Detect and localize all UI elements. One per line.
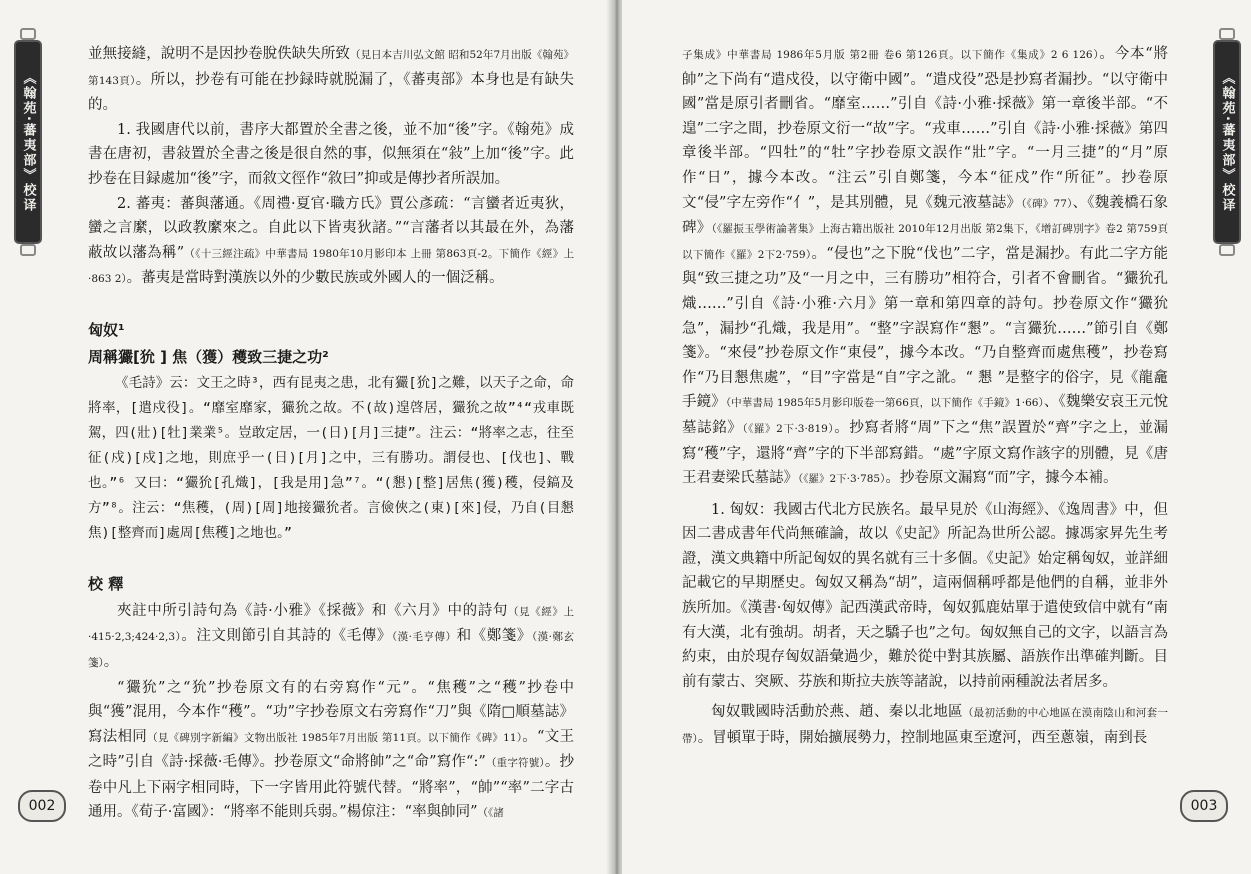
continued-citation-3: （中華書局 1985年5月影印版卷一第66頁，以下簡作《手鏡》1·66） — [725, 397, 1044, 410]
explanation-2-citation-1: （見《碑別字新編》文物出版社 1985年7月出版 第11頁。以下簡作《碑》11） — [147, 731, 523, 744]
explanation-2-citation-3: （《諸 — [477, 807, 504, 820]
intro-text-a: 並無接縫，說明不是因抄卷脫佚缺失所致 — [88, 46, 350, 62]
continued-citation-4: （《羅》2下·3·819） — [742, 422, 835, 435]
continued-citation-1: （《碑》77） — [1021, 197, 1073, 210]
note-2-citation: （《十三經注疏》中華書局 1980年10月影印本 上冊 第863頁-2。下簡作《經》上·863 2） — [88, 247, 574, 286]
continued-citation-5: （《羅》2下·3·785） — [798, 473, 886, 486]
explanation-2-text-b: 。“文王之時”引自《詩·採薇·毛傳》。抄卷原文“命將帥”之“命”寫作“:” — [88, 728, 574, 771]
continued-text-f: 。抄卷原文漏寫“而”字，據今本補。 — [885, 470, 1118, 487]
xiongnu-note-2-text-b: 。冒頓單于時，開始擴展勢力，控制地區東至遼河，西至蔥嶺，南到長 — [697, 730, 1148, 747]
explanation-1-citation-3: （漢·鄭玄箋） — [88, 631, 575, 669]
intro-text-b: 。所以，抄卷有可能在抄録時就脱漏了，《蕃夷部》本身也是有缺失的。 — [88, 71, 575, 114]
section-heading-xiongnu: 匈奴¹ — [88, 320, 125, 339]
xiongnu-note-2 — [682, 700, 1168, 751]
note-2 — [88, 192, 574, 292]
xiongnu-note-2-text-a: 匈奴戰國時活動於燕、趙、秦以北地區 — [711, 704, 963, 721]
explanation-1 — [88, 599, 574, 676]
intro-paragraph — [88, 42, 574, 118]
explanation-2 — [88, 676, 574, 827]
continued-text-d: 、《魏樂安哀王元悅墓誌銘》 — [682, 394, 1169, 436]
section-subheading: 周稱玁[狁 ] 焦（獲）穫致三捷之功² — [88, 347, 329, 366]
continued-paragraph — [682, 42, 1168, 492]
explanation-1-text-c: 和《鄭箋》 — [456, 628, 532, 645]
note-2-text-b: 。蕃夷是當時對漢族以外的少數民族或外國人的一個泛稱。 — [126, 270, 504, 287]
continued-citation-2: （《羅振玉學術論著集》上海古籍出版社 2010年12月出版 第2集下，《增訂碑別字》卷2 第759頁 以下簡作《羅》2下2·759） — [682, 223, 1169, 261]
continued-text-b: 、《魏義橋石象碑》 — [682, 194, 1168, 237]
explanation-2-text-a: “玁狁”之“狁”抄卷原文有的右旁寫作“元”。“焦穫”之“穫”抄卷中與“獲”混用，今本作“穫”。“功”字抄卷原文右旁寫作“刀”與《隋□順墓誌》寫法相同 — [88, 679, 574, 745]
xiongnu-note-2-citation: （最初活動的中心地區在漠南陰山和河套一帶） — [682, 707, 1169, 746]
explanation-2-citation-2: （重字符號） — [485, 757, 545, 770]
section-heading-explanation: 校 釋 — [88, 575, 124, 594]
left-side-tab: 《翰苑·蕃夷部》校译 — [14, 40, 42, 244]
left-text-column — [88, 42, 574, 826]
explanation-1-text-a: 夾註中所引詩句為《詩·小雅》《採薇》和《六月》中的詩句 — [117, 602, 508, 619]
explanation-1-text-b: 。注文則節引自其詩的《毛傳》 — [181, 628, 392, 645]
explanation-1-citation-2: （漢·毛亨傳） — [391, 631, 457, 644]
intro-citation: （見日本吉川弘文館 昭和52年7月出版《翰苑》第143頁） — [88, 49, 574, 87]
continued-citation: 子集成》中華書局 1986年5月版 第2冊 卷6 第126頁。以下簡作《集成》2 6 126） — [682, 49, 1100, 61]
right-page-number: 003 — [1180, 790, 1228, 822]
right-page — [622, 0, 1251, 874]
xiongnu-note-1: 1. 匈奴：我國古代北方民族名。最早見於《山海經》、《逸周書》中，但因二書成書年代尚無確論，故以《史記》所記為世所公認。據馮家昇先生考證，漢文典籍中所記匈奴的異名就有三十多個。《史記》始定稱匈奴，並詳細記載它的早期歷史。匈奴又稱為“胡”，這兩個稱呼都是他們的自稱，並非外族所加。《漢書·匈奴傳》記西漢武帝時，匈奴狐鹿姑單于遣使致信中就有“南有大漢，北有強胡。胡者，天之驕子也”之句。匈奴無自己的文字，以語言為約束，由於現存匈奴語彙過少，難於從中對其族屬、語族作出準確判斷。目前有蒙古、突厥、芬族和斯拉夫族等諸說，以持前兩種說法者居多。 — [682, 501, 1168, 690]
left-page-number: 002 — [18, 790, 66, 822]
explanation-1-text-d: 。 — [103, 653, 119, 670]
manuscript-quote: 《毛詩》云：文王之時³，西有昆夷之患，北有玁[狁]之難，以天子之命，命將率，[遣戍役]。“靡室靡家，玁狁之故。不(故)遑啓居，玁狁之故”⁴“戎車既駕，四(壯)[牡]業業⁵。豈敢定居，一(日)[月]三捷”。注云：“將率之志，往至征(戍)[戍]之地，則庶乎一(日)[月]之中，三有勝功。謂侵也、[伐也]、戰也。”⁶ 又曰：“玁狁[孔熾]，[我是用]急”⁷。“(懇)[整]居焦(獲)穫，侵鎬及方”⁸。注云：“焦穫，(周)[周]地接玁狁者。言儉俠之(東)[來]侵，乃自(目懇焦)[整齊而]處周[焦穫]之地也。” — [88, 375, 574, 542]
continued-text-c: 。“侵也”之下脫“伐也”二字，當是漏抄。有此二字方能與“致三捷之功”及“一月之中，三有勝功”相符合，引者不會刪省。“玁狁孔熾……”引自《詩·小雅·六月》第一章和第四章的詩句。抄卷原文作“玁狁急”，漏抄“孔熾，我是用”。“整”字誤寫作“懇”。“言玁狁……”節引自《鄭箋》。“來侵”抄卷原文作“東侵”，據今本改。“乃自整齊而處焦穫”，抄卷寫作“乃目懇焦處”，“目”字當是“自”字之訛。“ 懇 ”是整字的俗字，見《龍龕手鏡》 — [682, 245, 1168, 411]
left-page — [0, 0, 612, 874]
right-side-tab: 《翰苑·蕃夷部》校译 — [1213, 40, 1241, 244]
continued-text-a: 。今本“將帥”之下尚有“遣戍役，以守衛中國”。“遣戍役”恐是抄寫者漏抄。“以守衛中國”當是原引者刪省。“靡室……”引自《詩·小雅·採薇》第一章後半部。“不遑”二字之間，抄卷原文衍一“故”字。“戎車……”引自《詩·小雅·採薇》第四章後半部。“四牡”的“牡”字抄卷原文誤作“壯”字。“一月三捷”的“月”原作“日”，據今本改。“注云”引自鄭箋，今本“征戍”作“所征”。抄卷原文“侵”字左旁作“亻”，是其別體，見《魏元液墓誌》 — [682, 46, 1168, 211]
explanation-1-citation-1: （見《經》上·415·2,3;424·2,3） — [88, 605, 575, 644]
explanation-2-text-c: 。抄卷中凡上下兩字相同時，下一字皆用此符號代替。“將率”，“帥”“率”二字古通用。《荀子·富國》：“將率不能則兵弱。”楊倞注：“率與帥同” — [88, 754, 575, 821]
note-2-text-a: 2. 蕃夷：蕃與藩通。《周禮·夏官·職方氏》賈公彥疏：“言蠻者近夷狄，蠻之言縻，以政教縻來之。自此以下皆夷狄諸。”“言藩者以其最在外，為藩蔽故以藩為稱” — [88, 195, 574, 261]
continued-text-e: 。抄寫者將“周”下之“焦”誤置於“齊”字之上，並漏寫“穫”字，還將“齊”字的下半部寫錯。“處”字原文寫作該字的別體，見《唐王君妻梁氏墓誌》 — [682, 419, 1169, 487]
note-1: 1. 我國唐代以前，書序大都置於全書之後，並不加“後”字。《翰苑》成書在唐初，書敍置於全書之後是很自然的事，似無須在“敍”上加“後”字。此抄卷在目録處加“後”字，而敘文徑作“敘曰”抑或是傳抄者所誤加。 — [88, 121, 574, 187]
right-text-column — [682, 42, 1168, 752]
